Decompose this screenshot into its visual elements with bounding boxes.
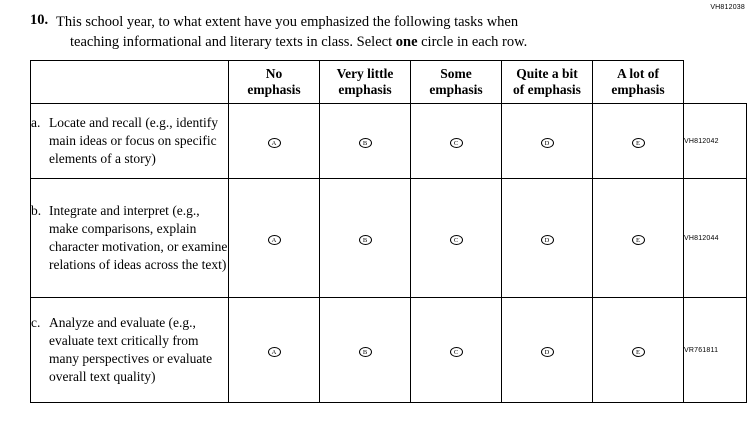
question-text (56, 12, 720, 52)
option-e-row-a[interactable] (593, 104, 684, 179)
column-header-no-emphasis (229, 61, 320, 104)
option-a-row-a[interactable] (229, 104, 320, 179)
matrix-table (30, 60, 747, 403)
column-header-line-1: Quite a bit (516, 66, 578, 82)
column-header-line-2: of emphasis (513, 82, 581, 97)
question-line-2 (56, 32, 720, 52)
row-text: Analyze and evaluate (e.g., evaluate text critically from many perspectives or evaluate overall text quality) (49, 315, 213, 384)
radio-bubble[interactable]: E (632, 235, 645, 245)
option-d-row-c[interactable] (502, 298, 593, 403)
header-blank-stem (31, 61, 229, 104)
question-row (30, 12, 720, 52)
question-emphasis-word: one (395, 34, 418, 50)
row-text: Locate and recall (e.g., identify main ideas or focus on specific elements of a story) (49, 115, 219, 166)
option-b-row-a[interactable] (320, 104, 411, 179)
column-header-some-emphasis (411, 61, 502, 104)
table-row (31, 104, 747, 179)
option-b-row-b[interactable] (320, 179, 411, 298)
column-header-line-2: emphasis (247, 82, 301, 97)
radio-bubble[interactable]: B (359, 347, 372, 357)
page-identifier: VH812038 (710, 4, 745, 11)
column-header-a-lot-of-emphasis (593, 61, 684, 104)
column-header-line-2: emphasis (611, 82, 665, 97)
radio-bubble[interactable]: A (268, 235, 281, 245)
matrix-body (31, 104, 747, 403)
option-b-row-c[interactable] (320, 298, 411, 403)
question-block (30, 12, 720, 52)
row-text: Integrate and interpret (e.g., make comparisons, explain character motivation, or examine relations of ideas across the text) (49, 203, 228, 272)
column-header-line-2: emphasis (338, 82, 392, 97)
row-letter: a. (31, 115, 41, 131)
question-line-2-pre: teaching informational and literary texts in class. Select (70, 34, 396, 50)
option-c-row-b[interactable] (411, 179, 502, 298)
column-header-quite-a-bit-of-emphasis (502, 61, 593, 104)
option-e-row-c[interactable] (593, 298, 684, 403)
question-number: 10. (30, 12, 49, 28)
option-c-row-c[interactable] (411, 298, 502, 403)
column-header-line-1: Some (440, 66, 472, 82)
row-identifier: VH812042 (684, 104, 747, 179)
option-d-row-a[interactable] (502, 104, 593, 179)
column-header-very-little-emphasis (320, 61, 411, 104)
radio-bubble[interactable]: D (541, 235, 554, 245)
matrix-header-row (31, 61, 747, 104)
radio-bubble[interactable]: C (450, 347, 463, 357)
question-line-1: This school year, to what extent have you emphasized the following tasks when (56, 14, 519, 30)
matrix-header (31, 61, 747, 104)
radio-bubble[interactable]: C (450, 138, 463, 148)
radio-bubble[interactable]: D (541, 138, 554, 148)
column-header-line-1: A lot of (617, 66, 659, 82)
question-line-2-post: circle in each row. (417, 34, 528, 50)
table-row (31, 179, 747, 298)
row-stem-a (31, 104, 229, 179)
row-stem-c (31, 298, 229, 403)
radio-bubble[interactable]: B (359, 138, 372, 148)
row-stem-b (31, 179, 229, 298)
radio-bubble[interactable]: A (268, 347, 281, 357)
radio-bubble[interactable]: A (268, 138, 281, 148)
option-a-row-b[interactable] (229, 179, 320, 298)
response-matrix (30, 60, 718, 403)
radio-bubble[interactable]: E (632, 138, 645, 148)
row-letter: c. (31, 315, 41, 331)
table-row (31, 298, 747, 403)
column-header-line-1: Very little (336, 66, 394, 82)
radio-bubble[interactable]: E (632, 347, 645, 357)
radio-bubble[interactable]: B (359, 235, 372, 245)
option-d-row-b[interactable] (502, 179, 593, 298)
radio-bubble[interactable]: D (541, 347, 554, 357)
radio-bubble[interactable]: C (450, 235, 463, 245)
option-e-row-b[interactable] (593, 179, 684, 298)
row-letter: b. (31, 203, 42, 219)
row-identifier: VH812044 (684, 179, 747, 298)
row-identifier: VR761811 (684, 298, 747, 403)
option-a-row-c[interactable] (229, 298, 320, 403)
header-blank-id (684, 61, 747, 104)
column-header-line-2: emphasis (429, 82, 483, 97)
column-header-line-1: No (265, 66, 283, 82)
option-c-row-a[interactable] (411, 104, 502, 179)
